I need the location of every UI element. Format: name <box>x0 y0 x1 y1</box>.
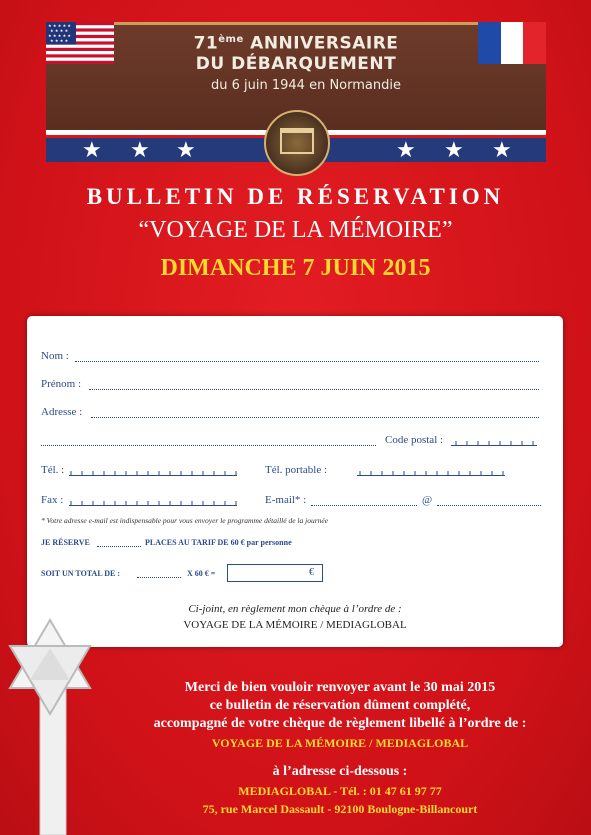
footer-payee: VOYAGE DE LA MÉMOIRE / MEDIAGLOBAL <box>211 736 469 750</box>
footer-line3: accompagné de votre chèque de règlement libellé à l’ordre de : <box>153 716 527 731</box>
adresse-field[interactable] <box>91 417 539 418</box>
french-flag-icon <box>478 22 546 64</box>
at-sign: @ <box>422 494 433 506</box>
cheque-instruction: Ci-joint, en règlement mon chèque à l’ordre de : <box>188 603 402 615</box>
nom-field[interactable] <box>75 361 539 362</box>
total-amount-field[interactable] <box>227 564 323 582</box>
star-icon: ★ <box>176 137 196 162</box>
code-postal-field[interactable] <box>451 438 537 446</box>
star-icon: ★ <box>82 137 102 162</box>
prenom-field[interactable] <box>89 389 539 390</box>
star-icon: ★ <box>396 137 416 162</box>
fax-label: Fax : <box>41 494 64 506</box>
footer-address: 75, rue Marcel Dassault - 92100 Boulogne-Billancourt <box>202 802 478 816</box>
nom-label: Nom : <box>41 350 69 362</box>
footer-address-intro: à l’adresse ci-dessous : <box>272 764 408 779</box>
abmc-seal-logo <box>264 110 330 176</box>
euro-sign: € <box>309 567 314 578</box>
anniversary-banner <box>46 22 546 162</box>
je-reserve-label: JE RÉSERVE <box>41 538 90 547</box>
event-name: “VOYAGE DE LA MÉMOIRE” <box>138 217 453 243</box>
x60-label: X 60 € = <box>187 569 216 578</box>
svg-text:★ ★ ★ ★: ★ ★ ★ ★ <box>50 38 69 43</box>
star-icon: ★ <box>492 137 512 162</box>
banner-subtitle: du 6 juin 1944 en Normandie <box>211 78 401 93</box>
places-count-field[interactable] <box>97 546 141 547</box>
svg-text:★ ★ ★ ★ ★: ★ ★ ★ ★ ★ <box>48 23 72 28</box>
memorial-icon <box>280 128 314 154</box>
total-label: SOIT UN TOTAL DE : <box>41 569 120 578</box>
email-domain-field[interactable] <box>437 505 541 506</box>
svg-text:★ ★ ★ ★: ★ ★ ★ ★ <box>50 28 69 33</box>
prenom-label: Prénom : <box>41 378 82 390</box>
footer-contact: MEDIAGLOBAL - Tél. : 01 47 61 97 77 <box>238 784 442 798</box>
places-tarif-label: PLACES AU TARIF DE 60 € par personne <box>145 538 292 547</box>
code-postal-label: Code postal : <box>385 434 444 446</box>
banner-title: 71ème ANNIVERSAIRE DU DÉBARQUEMENT <box>193 33 399 74</box>
cheque-payee: VOYAGE DE LA MÉMOIRE / MEDIAGLOBAL <box>183 619 407 631</box>
email-note: * Votre adresse e-mail est indispensable pour vous envoyer le programme détaillé de la journée <box>41 516 329 525</box>
us-flag-icon <box>46 22 114 64</box>
adresse-label: Adresse : <box>41 406 83 418</box>
footer-line2: ce bulletin de réservation dûment complété, <box>209 698 471 713</box>
tel-label: Tél. : <box>41 464 65 476</box>
form-title: BULLETIN DE RÉSERVATION <box>86 184 505 209</box>
star-icon: ★ <box>444 137 464 162</box>
tel-portable-field[interactable] <box>357 468 505 476</box>
email-label: E-mail* : <box>265 494 307 506</box>
total-places-field[interactable] <box>137 577 181 578</box>
tel-field[interactable] <box>69 468 237 476</box>
event-date: DIMANCHE 7 JUIN 2015 <box>160 255 431 281</box>
svg-text:★ ★ ★ ★ ★: ★ ★ ★ ★ ★ <box>48 33 72 38</box>
adresse-line2-field[interactable] <box>41 445 376 446</box>
reservation-form <box>27 316 563 647</box>
star-of-david-icon <box>0 618 110 835</box>
email-user-field[interactable] <box>311 505 417 506</box>
star-icon: ★ <box>130 137 150 162</box>
fax-field[interactable] <box>69 498 237 506</box>
tel-portable-label: Tél. portable : <box>265 464 328 476</box>
footer-line1: Merci de bien vouloir renvoyer avant le 30 mai 2015 <box>184 680 496 695</box>
